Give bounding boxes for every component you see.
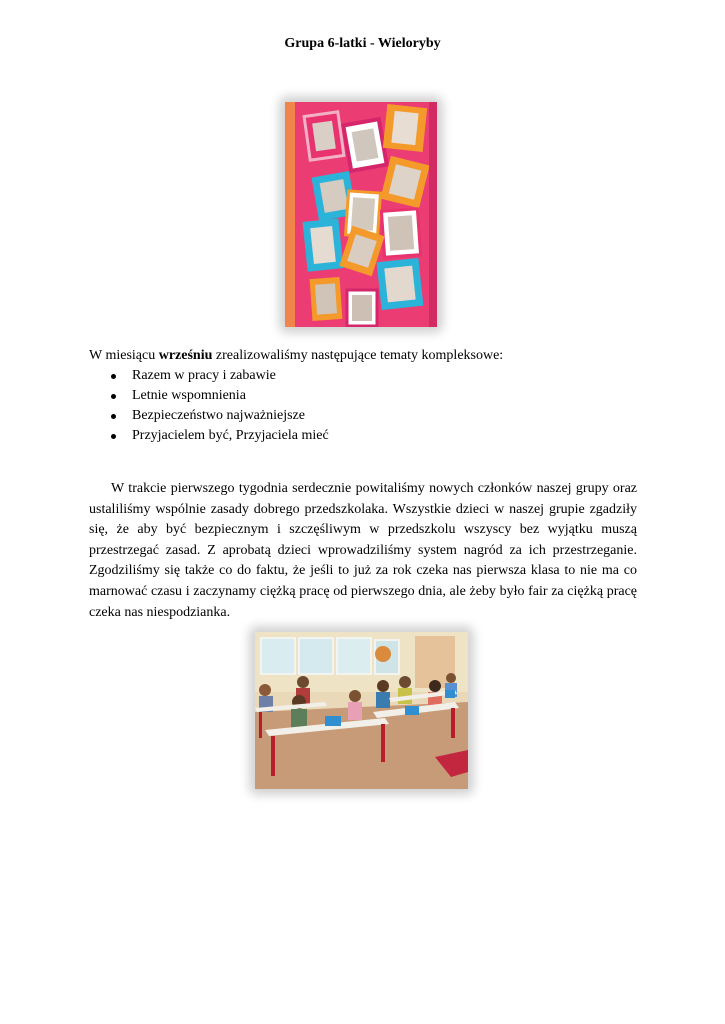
intro-sentence xyxy=(89,346,649,366)
intro-before: W miesiącu xyxy=(89,348,159,363)
bullet-icon xyxy=(111,394,116,399)
topics-list xyxy=(89,366,649,446)
intro-month: wrześniu xyxy=(158,348,213,363)
intro-after: zrealizowaliśmy następujące tematy kompleksowe: xyxy=(212,348,504,363)
body-paragraph: W trakcie pierwszego tygodnia serdecznie powitaliśmy nowych członków naszej grupy oraz ustaliliśmy wspólnie zasady dobrego przedszkolaka. Wszystkie dzieci w naszej grupie zgadziły się, że aby być bezpiecznym i szczęśliwym w przedszkolu wszyscy bez wyjątku muszą przestrzegać zasad. Z aprobatą dzieci wprowadziliśmy system nagród za ich przestrzeganie. Zgodziliśmy się także co do faktu, że jeśli to już za rok czeka nas pierwsza klasa to nie ma co marnować czasu i zaczynamy ciężką pracę od pierwszego dnia, ale żeby było fair za ciężką pracę czeka nas niespodzianka. xyxy=(89,481,637,620)
topic-label: Letnie wspomnienia xyxy=(132,388,246,403)
list-item xyxy=(89,366,649,386)
list-item xyxy=(89,426,649,446)
document-title: Grupa 6-latki - Wieloryby xyxy=(284,36,441,51)
topic-label: Przyjacielem być, Przyjaciela mieć xyxy=(132,428,329,443)
list-item xyxy=(89,386,649,406)
photo-portrait-board xyxy=(285,102,437,327)
list-item xyxy=(89,406,649,426)
photo-classroom xyxy=(255,632,468,789)
topic-label: Razem w pracy i zabawie xyxy=(132,368,276,383)
bullet-icon xyxy=(111,374,116,379)
topic-label: Bezpieczeństwo najważniejsze xyxy=(132,408,305,423)
bullet-icon xyxy=(111,434,116,439)
bullet-icon xyxy=(111,414,116,419)
